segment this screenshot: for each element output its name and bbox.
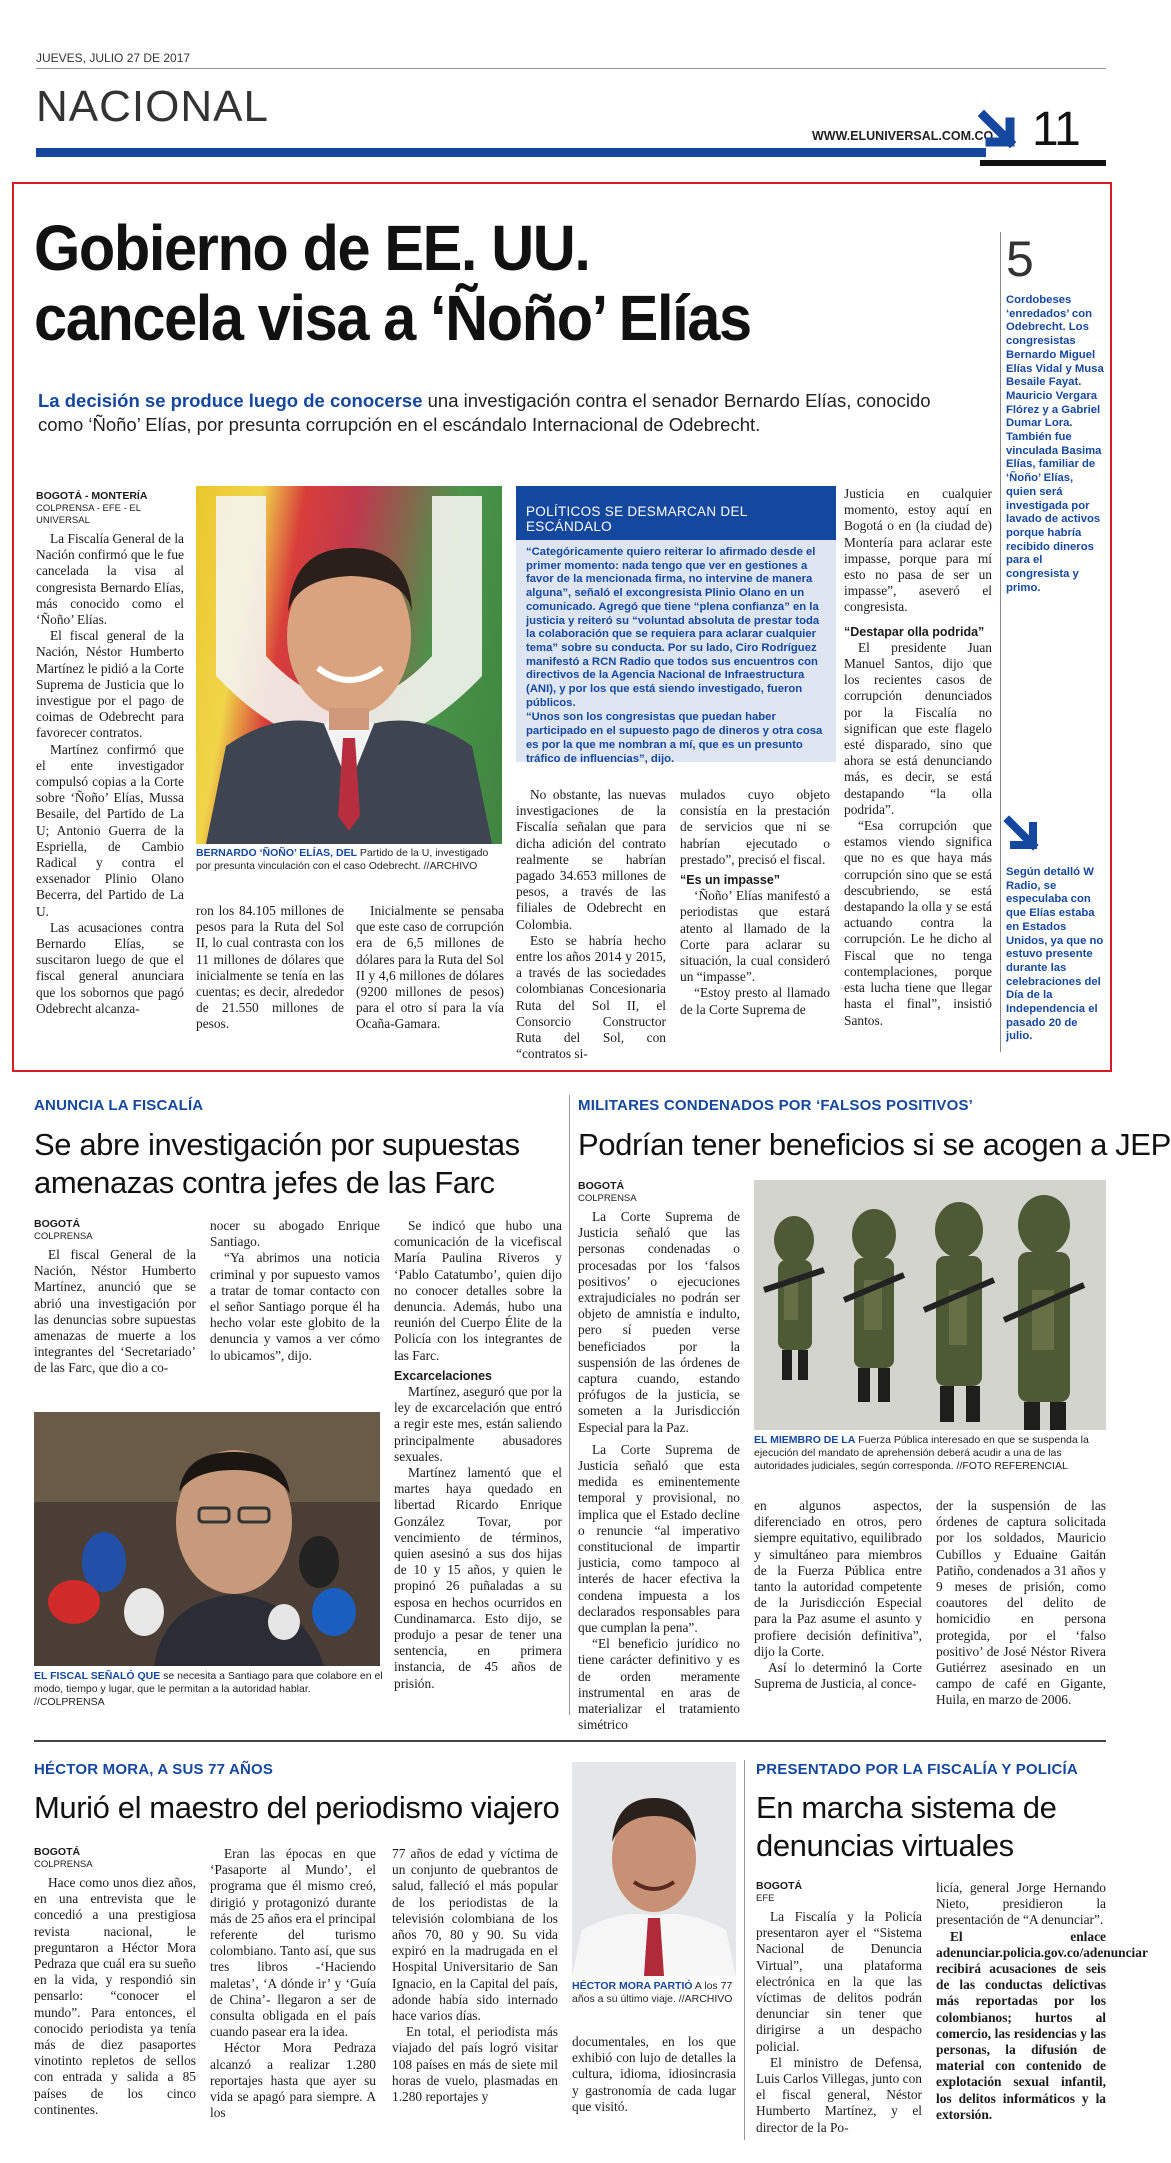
soldiers-photo — [754, 1180, 1106, 1430]
mora-title: Murió el maestro del periodismo viajero — [34, 1790, 560, 1825]
denuncias-col1-body — [756, 1909, 922, 2136]
lead-deck-highlight: La decisión se produce luego de conocerse — [38, 390, 423, 411]
lead-headline — [34, 213, 908, 353]
paragraph: La Corte Suprema de Justicia señaló que esta medida es eminentemente temporal y provisional, no implica que el Estado decline o renuncie “al imperativo constitucional de impartir justicia, como tampoco al interés de hacer efectiva la condena impuesta a los declarados responsables para que cumplan la pena”. — [578, 1441, 740, 1636]
paragraph: “Estoy presto al llamado de la Corte Suprema de — [680, 985, 830, 1017]
elias-photo — [196, 486, 502, 844]
paragraph: Eran las épocas en que ‘Pasaporte al Mundo’, el programa que él mismo creó, dirigió y protagonizó durante más de 25 años era el principal referente del turismo colombiano. Tanto así, que sus tres libros -‘Haciendo maletas’, ‘A dónde ir’ y ‘Guía de China’- llegaron a ser de consulta obligada en el país cuando pasear era la idea. — [210, 1846, 376, 2040]
paragraph: “El beneficio jurídico no tiene carácter definitivo y es de orden meramente instrumental en aras de materializar el tratamiento simétrico — [578, 1636, 740, 1733]
paragraph: Martínez, aseguró que por la ley de excarcelación que entró a regir este mes, están saliendo principalmente abusadores sexuales. — [394, 1384, 562, 1464]
sidebar-text-2: Según detalló W Radio, se especulaba con que Elías estaba en Estados Unidos, ya que no estuvo presente durante las celebraciones del Día de la Independencia el pasado 20 de julio. — [1006, 866, 1104, 1043]
farc-kicker: ANUNCIA LA FISCALÍA — [34, 1097, 204, 1114]
sidebar-divider — [1000, 232, 1001, 1052]
mora-photo — [572, 1762, 736, 1976]
paragraph: ron los 84.105 millones de pesos para la Ruta del Sol II, lo cual contrasta con los 11 millones de dólares que inicialmente se tenía en las cuentas; es decir, alrededor de 21.550 millones de pesos. — [196, 903, 344, 1032]
paragraph: licía, general Jorge Hernando Nieto, presidieron la presentación de “A denunciar”. — [936, 1880, 1106, 1928]
header-blue-bar — [36, 148, 986, 157]
column-divider-middle — [569, 1095, 570, 1715]
paragraph: La Fiscalía y la Policía presentaron ayer el “Sistema Nacional de Denuncia Virtual”, una plataforma electrónica en la que las víctimas de delitos podrán denunciar sin tener que dirigirse a un despacho policial. — [756, 1909, 922, 2054]
farc-column-1 — [34, 1218, 196, 1377]
paragraph: El fiscal general de la Nación, Néstor Humberto Martínez le pidió a la Corte Suprema de Justicia que lo investigue por el pago de coimas de Odebrecht para favorecer contratos. — [36, 628, 184, 741]
mora-col1-body — [34, 1875, 196, 2118]
subheading: “Destapar olla podrida” — [844, 624, 985, 639]
farc-title: Se abre investigación por supuestas amenazas contra jefes de las Farc — [34, 1127, 520, 1200]
mora-dateline: BOGOTÁ — [34, 1846, 81, 1858]
paragraph: mulados cuyo objeto consistía en la prestación de servicios que ni se habrían ejecutado o prestado”, precisó el fiscal. — [680, 787, 830, 867]
farc-col1-body — [34, 1247, 196, 1377]
paragraph: En total, el periodista más viajado del país logró visitar 108 países en más de siete mil horas de vuelo, plasmadas en 1.280 reportajes y — [392, 2024, 558, 2105]
paragraph: El presidente Juan Manuel Santos, dijo que los recientes casos de corrupción denunciados por la Fiscalía no significan que este flagelo esté disparado, sino que ahora se está denunciando más, es decir, se está destapando “la olla podrida”. — [844, 639, 992, 817]
denuncias-kicker: PRESENTADO POR LA FISCALÍA Y POLICÍA — [756, 1761, 1078, 1778]
caption-text: A los 77 años a su último viaje. //ARCHIVO — [572, 1980, 733, 2005]
farc-column-3 — [394, 1218, 562, 1692]
jep-column-2 — [754, 1498, 922, 1692]
paragraph: Inicialmente se pensaba que este caso de corrupción era de 6,5 millones de dólares para la Ruta del Sol II y 4,6 millones de dólares (9200 millones de pesos) para el otro sí para la vía Ocaña-Gamara. — [356, 903, 504, 1032]
paragraph: “Esa corrupción que estamos viendo significa que no es que haya más corrupción sino que se está descubriendo, se está destapando la olla y se está actuando contra la corrupción. Le he dicho al Fiscal que no tenga contemplaciones, porque esta lucha tiene que llegar hasta el final”, insistió Santos. — [844, 818, 992, 1028]
politicians-box-title: POLÍTICOS SE DESMARCAN DEL ESCÁNDALO — [516, 490, 836, 540]
jep-col1-body — [578, 1209, 740, 1734]
paragraph: en algunos aspectos, diferenciado en otros, pero siempre equitativo, equilibrado y simultáneo para miembros de la Fuerza Pública entre tanto la autoridad competente de la Jurisdicción Especial para la Paz asume el asunto y profiere decisión definitiva”, dijo la Corte. — [754, 1498, 922, 1659]
denuncias-column-2 — [936, 1880, 1148, 2123]
lead-deck — [38, 389, 978, 437]
paragraph: El fiscal General de la Nación, Néstor Humberto Martínez, anunció que se abrió una investigación por las denuncias sobre supuestas amenazas de muerte a los integrantes del ‘Secretariado’ de las Farc, que dio a co- — [34, 1247, 196, 1376]
politicians-box-text — [516, 540, 836, 766]
mora-byline: COLPRENSA — [34, 1859, 93, 1870]
section-name: NACIONAL — [36, 82, 269, 131]
paragraph: Las acusaciones contra Bernardo Elías, se suscitaron luego de que el fiscal general anunciara que los sobornos que pagó Odebrecht alcanza- — [36, 919, 184, 1016]
paragraph: der la suspensión de las órdenes de captura solicitada por los soldados, Mauricio Cubillos y Eduaine Gaitán Patiño, condenados a 31 años y 9 meses de prisión, como coautores del delito de homicidio en persona protegida, por el ‘falso positivo’ de José Néstor Rivera Gutiérrez asesinado en un campo de café en Gigante, Huila, en marzo de 2006. — [936, 1498, 1106, 1708]
lead-col-investigation-b — [680, 787, 830, 1018]
caption-lead: BERNARDO ‘ÑOÑO’ ELÍAS, DEL — [196, 847, 358, 859]
website-url: WWW.ELUNIVERSAL.COM.CO — [812, 129, 994, 143]
jep-column-1 — [578, 1180, 740, 1734]
farc-byline: COLPRENSA — [34, 1231, 93, 1242]
paragraph: La Corte Suprema de Justicia señaló que las personas condenadas o procesadas por los ‘falsos positivos’ o ejecuciones extrajudiciales no podrán ser objeto de amnistía e indulto, pero sí pueden verse beneficiados por la suspensión de las órdenes de captura cuando, estando prófugos de la justicia, se someten a la Jurisdicción Especial para la Paz. — [578, 1209, 740, 1435]
page-number-block — [978, 103, 1106, 164]
bottom-section-rule — [34, 1740, 1106, 1742]
lead-col3-below-photo — [356, 903, 504, 1033]
lead-deck-text: una investigación contra el senador Bernardo Elías, conocido como ‘Ñoño’ Elías, por presunta corrupción en el escándalo Internacional de Odebrecht. — [38, 390, 931, 435]
jep-byline: COLPRENSA — [578, 1193, 637, 1204]
paragraph: “Ya abrimos una noticia criminal y por supuesto vamos a tratar de tomar contacto con el señor Santiago porque él ha hecho volar este globito de la denuncia y vamos a ver cómo lo ubicamos”, dijo. — [210, 1250, 380, 1363]
sidebar-text: Cordobeses ‘enredados’ con Odebrecht. Los congresistas Bernardo Miguel Elías Vidal y Musa Besaile Fayat. Mauricio Vergara Flórez y a Gabriel Dumar Lora. También fue vinculada Basima Elías, familiar de ‘Ñoño’ Elías, quien será investigada por lavado de activos porque habría recibido dineros para el congresista y primo. — [1006, 294, 1104, 594]
header-black-bar — [980, 160, 1106, 166]
lead-headline-line1: Gobierno de EE. UU. — [34, 212, 590, 284]
paragraph: ‘Ñoño’ Elías manifestó a periodistas que estará atento al llamado de la Corte para aclarar su situación, la cual consideró un “impasse”. — [680, 888, 830, 985]
caption-text: se necesita a Santiago para que colabore en el modo, tiempo y lugar, que le permitan a la autoridad hablar. //COLPRENSA — [34, 1670, 383, 1708]
header-top-rule — [36, 68, 1106, 69]
mora-column-2 — [210, 1846, 376, 2121]
paragraph: “Categóricamente quiero reiterar lo afirmado desde el primer momento: nada tengo que ver en gestiones a favor de la mencionada firma, no intervine de manera alguna”, señaló el excongresista Plinio Olano en un comunicado. Agregó que tiene “plena confianza” en la justicia y reiteró su “voluntad absoluta de prestar toda la colaboración que se requiera para aclarar cualquier tema” sobre su conducta. Por su lado, Ciro Rodríguez manifestó a RCN Radio que todos sus encuentros con directivos de la Agencia Nacional de Infraestructura (ANI), y por los que está siendo investigado, fueron públicos. — [526, 546, 820, 709]
caption-lead: EL FISCAL SEÑALÓ QUE — [34, 1670, 161, 1682]
farc-dateline: BOGOTÁ — [34, 1218, 81, 1230]
subheading: Excarcelaciones — [394, 1368, 492, 1383]
fiscal-photo-caption — [34, 1670, 384, 1709]
jep-column-3 — [936, 1498, 1106, 1709]
soldiers-photo-caption — [754, 1434, 1106, 1473]
issue-date: JUEVES, JULIO 27 DE 2017 — [36, 51, 191, 65]
lead-col-investigation-a — [516, 787, 666, 1062]
caption-text: Fuerza Pública interesado en que se suspenda la ejecución del mandato de aprehensión deberá acudir a una de las autoridades judiciales, según corresponda. //FOTO REFERENCIAL — [754, 1434, 1089, 1472]
denuncias-dateline: BOGOTÁ — [756, 1880, 803, 1892]
caption-text: Partido de la U, investigado por presunta vinculación con el caso Odebrecht. //ARCHIVO — [196, 847, 489, 872]
paragraph: El enlace adenunciar.policia.gov.co/adenunciar recibirá acusaciones de seis de las conductas delictivas más reportadas por los colombianos; hurtos al comercio, las residencias y las personas, la difusión de material con contenido de explotación sexual infantil, los delitos informáticos y la extorsión. — [936, 1928, 1148, 2122]
lead-col1-body — [36, 531, 184, 1017]
paragraph: Se indicó que hubo una comunicación de la vicefiscal María Paulina Riveros y ‘Pablo Catatumbo’, quien dijo no conocer detalles sobre la denuncia. Además, hubo una reunión del Cuerpo Élite de la Policía con los integrantes de las Farc. — [394, 1218, 562, 1363]
elias-photo-caption — [196, 847, 506, 873]
mora-column-4 — [572, 2034, 736, 2115]
paragraph: Héctor Mora Pedraza alcanzó a realizar 1.280 reportajes hasta que ayer su vida se apagó para siempre. A los — [210, 2040, 376, 2121]
subheading: “Es un impasse” — [680, 873, 781, 888]
farc-column-2 — [210, 1218, 380, 1364]
paragraph: El ministro de Defensa, Luis Carlos Villegas, junto con el fiscal general, Néstor Humberto Martínez, y el director de la Po- — [756, 2054, 922, 2135]
caption-lead: EL MIEMBRO DE LA — [754, 1434, 856, 1446]
paragraph: “Unos son los congresistas que puedan haber participado en el supuesto pago de dineros y otra cosa es por la que me nombran a mí, que es un presunto tráfico de influencias”, dijo. — [526, 711, 823, 765]
paragraph: nocer su abogado Enrique Santiago. — [210, 1218, 380, 1250]
mora-kicker: HÉCTOR MORA, A SUS 77 AÑOS — [34, 1761, 274, 1778]
paragraph: Justicia en cualquier momento, estoy aquí en Bogotá o en (la ciudad de) Montería para aclarar este impasse, porque para mí esto no pasa de ser un impasse”, aseveró el congresista. — [844, 486, 992, 615]
lead-headline-line2: cancela visa a ‘Ñoño’ Elías — [34, 282, 751, 354]
paragraph: La Fiscalía General de la Nación confirmó que le fue cancelada la visa al congresista Bernardo Elías, más conocido como el ‘Ñoño’ Elías. — [36, 531, 184, 628]
denuncias-byline: EFE — [756, 1893, 775, 1904]
fiscal-photo — [34, 1412, 380, 1666]
jep-title: Podrían tener beneficios si se acogen a JEP — [578, 1127, 1171, 1162]
paragraph: 77 años de edad y víctima de un conjunto de quebrantos de salud, falleció el más popular de los periodistas de la televisión colombiana de los años 70, 80 y 90. Su vida expiró en la madrugada en el Hospital Universitario de San Ignacio, en la Capital del país, adonde había sido internado hace varios días. — [392, 1846, 558, 2024]
jep-dateline: BOGOTÁ — [578, 1180, 625, 1192]
paragraph: Martínez lamentó que el martes haya quedado en libertad Ricardo Enrique González Tovar, por vencimiento de términos, quien asesinó a sus dos hijas de 10 y 15 años, y quien le propinó 26 puñaladas a su esposa en hechos ocurridos en Cundinamarca. Esto dijo, se produjo a pesar de tener una sentencia, en primera instancia, de 45 años de prisión. — [394, 1465, 562, 1691]
paragraph: Hace como unos diez años, en una entrevista que le concedió a una prestigiosa revista nacional, le preguntaron a Héctor Mora Pedraza que cuál era su sueño en la vida, y respondió sin pensarlo: “conocer el mundo”. Para entonces, el conocido periodista ya tenía más de diez pasaportes vinotinto repletos de sellos con entrada y salida a 85 países de los cinco continentes. — [34, 1875, 196, 2117]
sidebar-number: 5 — [1006, 231, 1034, 287]
caption-lead: HÉCTOR MORA PARTIÓ — [572, 1980, 693, 1992]
denuncias-column-1 — [756, 1880, 922, 2136]
lead-dateline: BOGOTÁ - MONTERÍA — [36, 490, 148, 502]
column-divider-bottom — [744, 1760, 745, 2140]
paragraph: documentales, en los que exhibió con lujo de detalles la cultura, idioma, idiosincrasia y gastronomía de cada lugar que visitó. — [572, 2034, 736, 2114]
paragraph: No obstante, las nuevas investigaciones de la Fiscalía señalan que para dicha adición del contrato realmente se habrían pagado 34.653 millones de pesos, a través de las filiales de Odebrecht en Colombia. — [516, 787, 666, 932]
lead-col-santos — [844, 486, 992, 1029]
paragraph: Martínez confirmó que el ente investigador compulsó copias a la Corte sobre ‘Ñoño’ Elías, Mussa Besaile, del Partido de La U; Antonio Guerra de la Espriella, de Cambio Radical y contra el exsenador Plinio Olano Becerra, del Partido de La U. — [36, 741, 184, 919]
jep-kicker: MILITARES CONDENADOS POR ‘FALSOS POSITIVOS’ — [578, 1097, 974, 1114]
lead-column-1 — [36, 490, 184, 1017]
mora-column-1 — [34, 1846, 196, 2118]
sidebar-arrow-icon — [1006, 816, 1046, 856]
lead-col2-below-photo — [196, 903, 344, 1033]
politicians-box — [516, 486, 836, 765]
lead-byline: COLPRENSA - EFE - EL UNIVERSAL — [36, 503, 141, 526]
page-arrow-icon — [980, 110, 1024, 154]
mora-column-3 — [392, 1846, 558, 2105]
page-number: 11 — [1032, 103, 1080, 156]
denuncias-title: En marcha sistema de denuncias virtuales — [756, 1790, 1057, 1863]
paragraph: Esto se habría hecho entre los años 2014 y 2015, a través de las sociedades colombianas Concesionaria Ruta del Sol II, el Consorcio Constructor Ruta del Sol, con “contratos si- — [516, 932, 666, 1062]
paragraph: Así lo determinó la Corte Suprema de Justicia, al conce- — [754, 1660, 922, 1692]
mora-photo-caption — [572, 1980, 742, 2006]
